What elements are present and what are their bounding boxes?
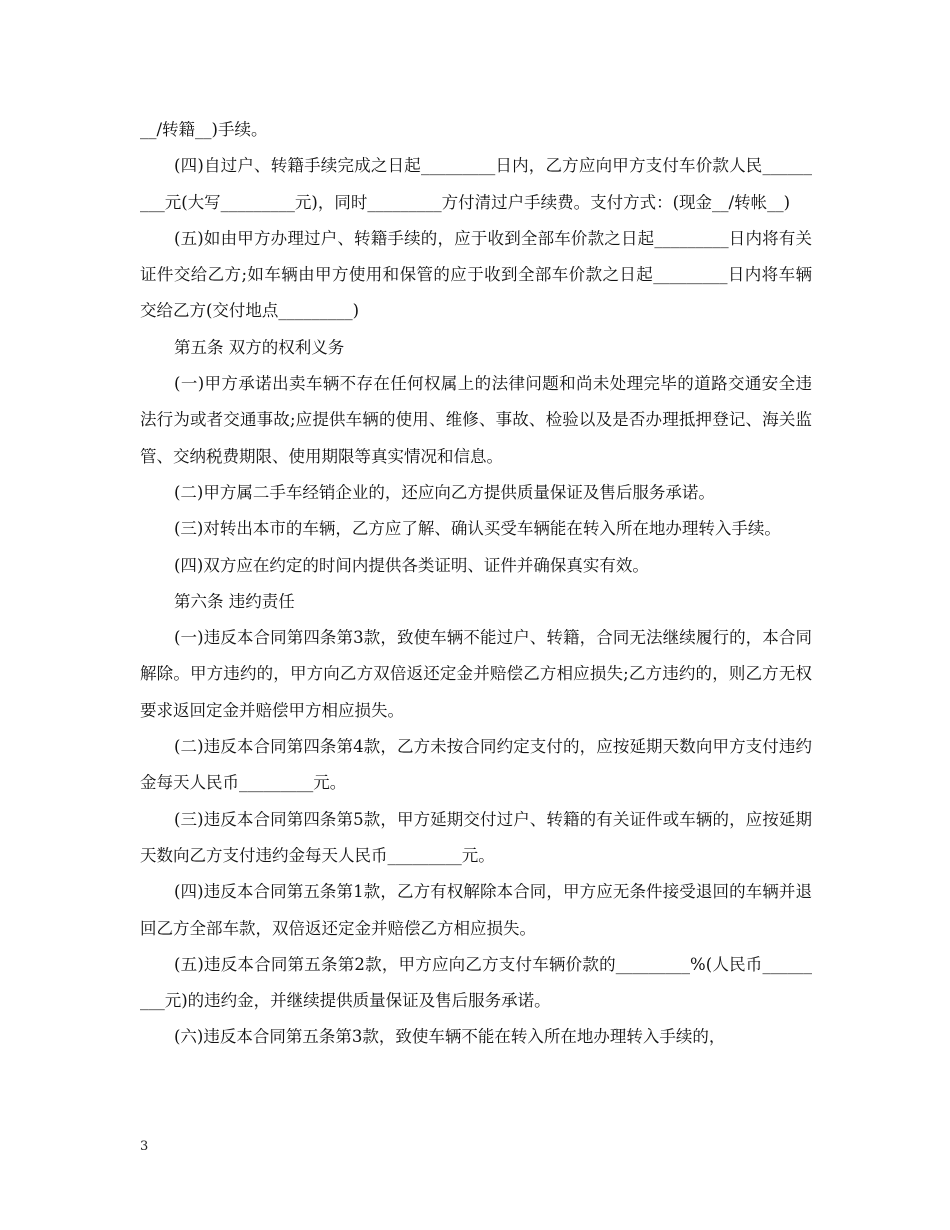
paragraph-clause-5-1: (一)甲方承诺出卖车辆不存在任何权属上的法律问题和尚未处理完毕的道路交通安全违法行为或者交通事故;应提供车辆的使用、维修、事故、检验以及是否办理抵押登记、海关监管、交纳税费期限、使用期限等真实情况和信息。	[140, 374, 812, 466]
paragraph-clause-5-3: (三)对转出本市的车辆，乙方应了解、确认买受车辆能在转入所在地办理转入手续。	[174, 519, 781, 539]
section-heading-article-6: 第六条 违约责任	[174, 591, 295, 611]
paragraph-clause-5-4: (四)双方应在约定的时间内提供各类证明、证件并确保真实有效。	[174, 555, 649, 575]
paragraph-clause-6-3: (三)违反本合同第四条第5款，甲方延期交付过户、转籍的有关证件或车辆的，应按延期天数向乙方支付违约金每天人民币_________元。	[140, 809, 812, 865]
paragraph-clause-6-5: (五)违反本合同第五条第2款，甲方应向乙方支付车辆价款的_________%(人民币_________元)的违约金，并继续提供质量保证及售后服务承诺。	[140, 954, 812, 1011]
section-heading-article-5: 第五条 双方的权利义务	[174, 337, 345, 357]
paragraph-clause-4-5: (五)如由甲方办理过户、转籍手续的，应于收到全部车价款之日起_________日内将有关证件交给乙方;如车辆由甲方使用和保管的应于收到全部车价款之日起_________日内将车辆交给乙方(交付地点_________)	[140, 228, 812, 321]
paragraph-clause-6-1: (一)违反本合同第四条第3款，致使车辆不能过户、转籍，合同无法继续履行的，本合同解除。甲方违约的，甲方向乙方双倍返还定金并赔偿乙方相应损失;乙方违约的，则乙方无权要求返回定金并赔偿甲方相应损失。	[140, 628, 812, 720]
paragraph-clause-4-4: (四)自过户、转籍手续完成之日起_________日内，乙方应向甲方支付车价款人民_________元(大写_________元)，同时_________方付清过户手续费。支付方式：(现金__/转帐__)	[140, 156, 812, 212]
paragraph-clause-6-4: (四)违反本合同第五条第1款，乙方有权解除本合同，甲方应无条件接受退回的车辆并退回乙方全部车款，双倍返还定金并赔偿乙方相应损失。	[140, 882, 812, 938]
paragraph-clause-6-2: (二)违反本合同第四条第4款，乙方未按合同约定支付的，应按延期天数向甲方支付违约金每天人民币_________元。	[140, 737, 812, 793]
paragraph-clause-5-2: (二)甲方属二手车经销企业的，还应向乙方提供质量保证及售后服务承诺。	[174, 482, 715, 502]
paragraph-clause-6-6: (六)违反本合同第五条第3款，致使车辆不能在转入所在地办理转入手续的，	[174, 1027, 726, 1047]
paragraph-continuation: __/转籍__)手续。	[140, 120, 268, 139]
page-number: 3	[140, 1139, 149, 1154]
document-body	[140, 112, 812, 1056]
